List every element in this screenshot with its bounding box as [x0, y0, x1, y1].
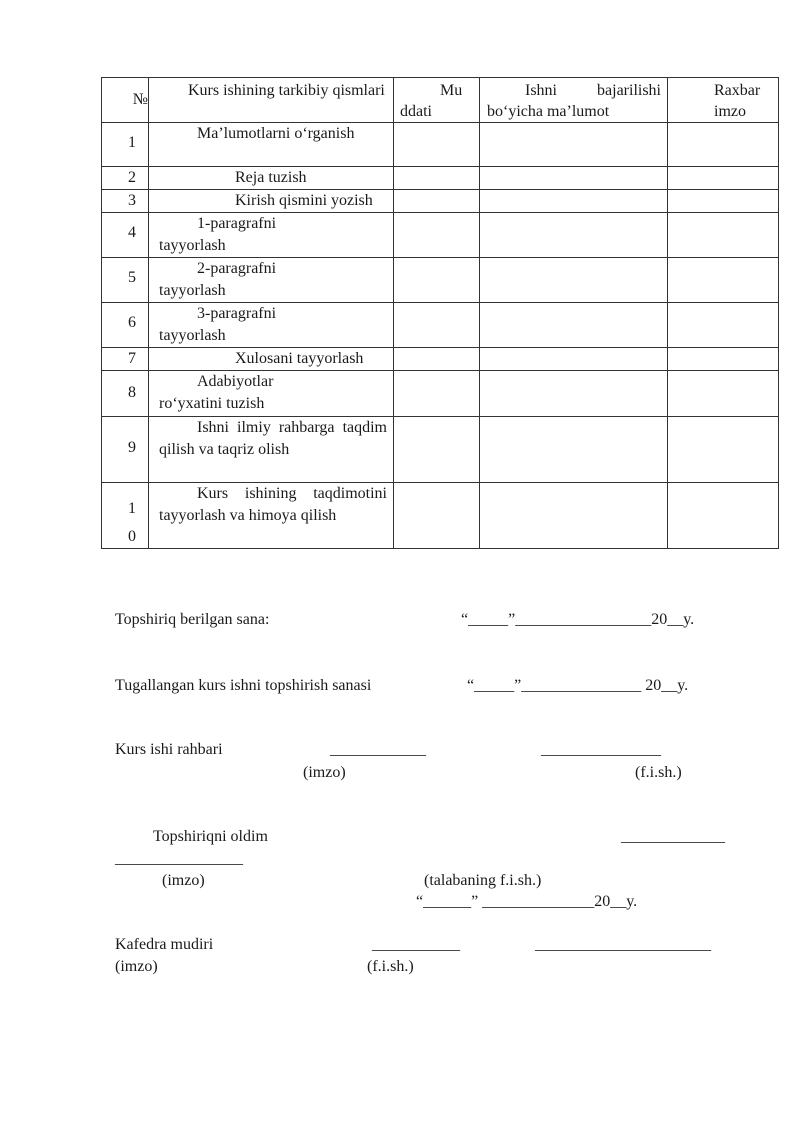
row-number: 3 [128, 192, 136, 209]
assigned-date-field: “_____”_________________20__y. [461, 611, 695, 628]
student-name-caption: (talabaning f.i.sh.) [424, 872, 542, 889]
row-number: 7 [128, 350, 136, 367]
submission-date-label: Tugallangan kurs ishni topshirish sanasi [115, 677, 372, 694]
row-task: Ma’lumotlarni o‘rganish [149, 123, 394, 167]
row-deadline-cell [394, 348, 480, 371]
department-head-signature-line: ___________ [372, 936, 460, 953]
table-row [102, 190, 779, 213]
header-number-text: № [132, 91, 148, 108]
row-signature-cell [668, 303, 779, 348]
row-info-cell [480, 417, 668, 483]
row-signature-cell [668, 371, 779, 417]
header-signature [668, 78, 779, 123]
row-info-cell [480, 123, 668, 167]
table-header-row [102, 78, 779, 123]
header-info-text: Ishni bajarilishi bo‘yicha ma’lumot [487, 82, 661, 120]
row-info-cell [480, 190, 668, 213]
supervisor-signature-line: ____________ [330, 741, 426, 758]
row-task: 3-paragrafni tayyorlash [149, 303, 394, 348]
student-signature-caption: (imzo) [162, 872, 205, 889]
table-row [102, 303, 779, 348]
row-number: 9 [128, 439, 136, 456]
row-task: Reja tuzish [149, 167, 394, 190]
row-info-cell [480, 213, 668, 258]
row-info-cell [480, 258, 668, 303]
row-number: 4 [128, 224, 136, 241]
row-info-cell [480, 348, 668, 371]
row-deadline-cell [394, 190, 480, 213]
row-number: 8 [128, 384, 136, 401]
header-deadline-text: Mu ddati [400, 82, 463, 120]
row-number: 10 [128, 500, 136, 545]
row-deadline-cell [394, 417, 480, 483]
student-signature-line: ________________ [115, 850, 243, 867]
supervisor-name-caption: (f.i.sh.) [635, 764, 682, 781]
row-number: 1 [128, 134, 136, 151]
header-signature-text: Raxbar imzo [714, 82, 761, 120]
received-date-field: “______” ______________20__y. [416, 893, 638, 910]
supervisor-signature-caption: (imzo) [303, 764, 346, 781]
supervisor-label: Kurs ishi rahbari [115, 741, 223, 758]
table-row [102, 483, 779, 549]
row-info-cell [480, 371, 668, 417]
header-parts-text: Kurs ishining tarkibiy qismlari [188, 82, 385, 99]
row-signature-cell [668, 483, 779, 549]
row-deadline-cell [394, 123, 480, 167]
row-task: Ishni ilmiy rahbarga taqdim qilish va taqriz olish [149, 417, 394, 483]
received-label: Topshiriqni oldim [153, 828, 268, 845]
row-info-cell [480, 303, 668, 348]
row-signature-cell [668, 348, 779, 371]
row-signature-cell [668, 417, 779, 483]
table-row [102, 213, 779, 258]
row-signature-cell [668, 123, 779, 167]
row-number: 2 [128, 169, 136, 186]
header-number [102, 78, 149, 123]
submission-date-field: “_____”_______________ 20__y. [467, 677, 689, 694]
department-head-label: Kafedra mudiri [115, 936, 214, 953]
table-row [102, 258, 779, 303]
table-row [102, 417, 779, 483]
row-info-cell [480, 167, 668, 190]
table-row [102, 371, 779, 417]
supervisor-name-line: _______________ [541, 741, 661, 758]
student-name-line: _____________ [621, 828, 725, 845]
header-parts [149, 78, 394, 123]
row-deadline-cell [394, 483, 480, 549]
row-number: 6 [128, 314, 136, 331]
row-task: 1-paragrafni tayyorlash [149, 213, 394, 258]
header-deadline [394, 78, 480, 123]
row-deadline-cell [394, 303, 480, 348]
row-info-cell [480, 483, 668, 549]
row-deadline-cell [394, 371, 480, 417]
department-head-name-line: ______________________ [535, 936, 711, 953]
table-row [102, 348, 779, 371]
course-plan-table [101, 77, 779, 549]
row-deadline-cell [394, 213, 480, 258]
assigned-date-label: Topshiriq berilgan sana: [115, 611, 270, 628]
row-signature-cell [668, 213, 779, 258]
table-row [102, 167, 779, 190]
row-task: Adabiyotlar ro‘yxatini tuzish [149, 371, 394, 417]
row-task: Kirish qismini yozish [149, 190, 394, 213]
row-deadline-cell [394, 258, 480, 303]
header-info [480, 78, 668, 123]
row-task: 2-paragrafni tayyorlash [149, 258, 394, 303]
row-signature-cell [668, 258, 779, 303]
row-task: Xulosani tayyorlash [149, 348, 394, 371]
department-head-name-caption: (f.i.sh.) [367, 958, 414, 975]
department-head-signature-caption: (imzo) [115, 958, 158, 975]
row-deadline-cell [394, 167, 480, 190]
row-number: 5 [128, 269, 136, 286]
table-row [102, 123, 779, 167]
row-signature-cell [668, 167, 779, 190]
row-task: Kurs ishining taqdimotini tayyorlash va himoya qilish [149, 483, 394, 549]
row-signature-cell [668, 190, 779, 213]
